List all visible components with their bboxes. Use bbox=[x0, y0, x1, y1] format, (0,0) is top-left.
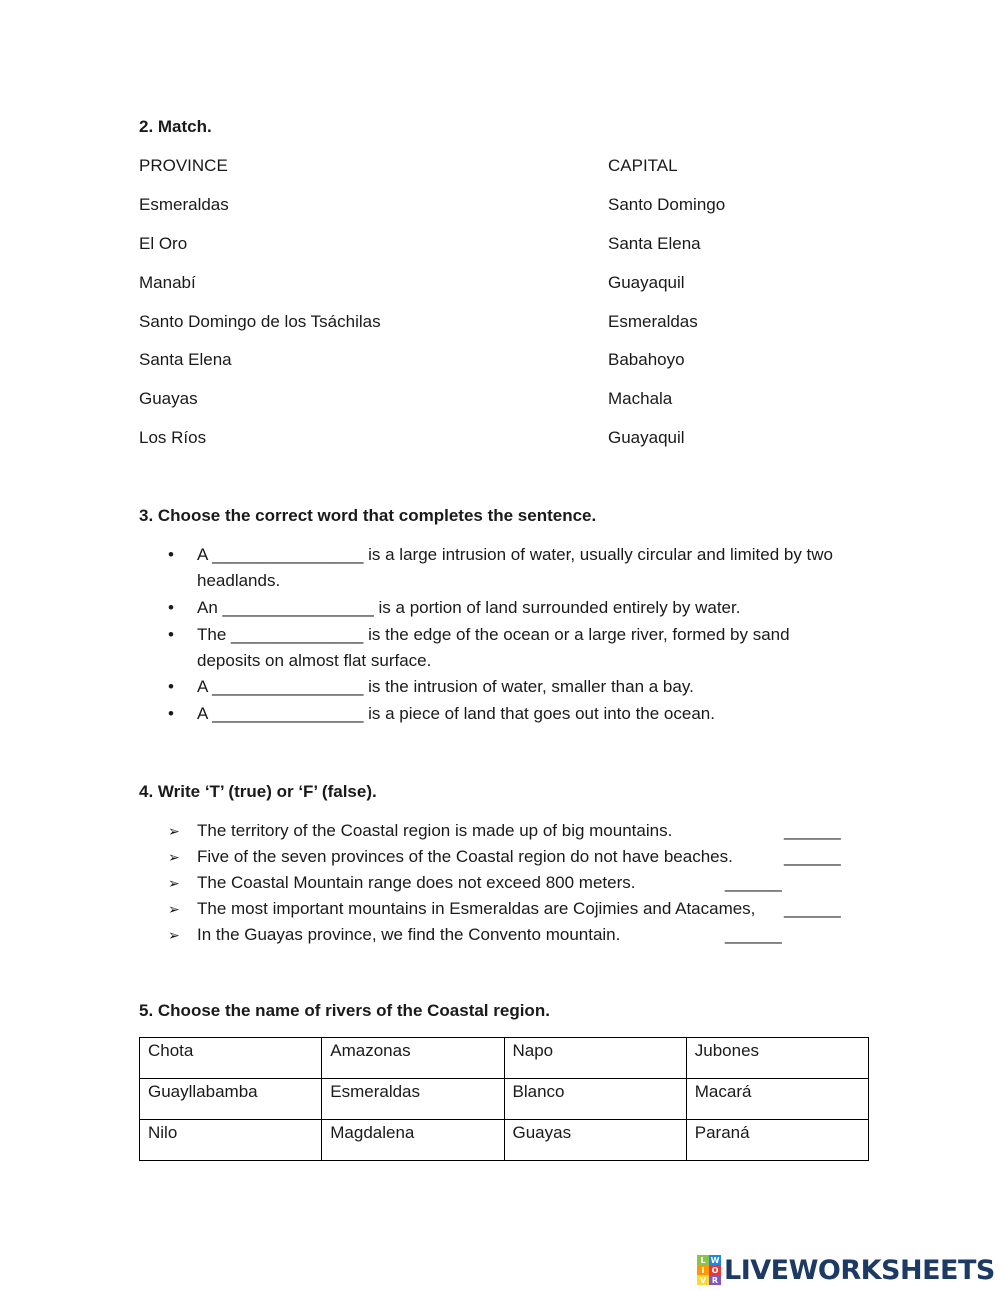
fill-in-sentence: The ______________ is the edge of the ocean or a large river, formed by sand deposits on almost flat surface. bbox=[197, 625, 790, 670]
section-5-title: 5. Choose the name of rivers of the Coastal region. bbox=[139, 1001, 550, 1020]
capital-name: Esmeraldas bbox=[608, 312, 698, 331]
province-column-header: PROVINCE bbox=[139, 156, 228, 175]
logo-tile: R bbox=[709, 1275, 721, 1285]
section-2-title: 2. Match. bbox=[139, 117, 212, 136]
match-row bbox=[139, 234, 859, 258]
river-option[interactable]: Blanco bbox=[504, 1079, 686, 1120]
capital-name: Santo Domingo bbox=[608, 195, 726, 214]
match-row bbox=[139, 389, 859, 413]
match-row bbox=[139, 350, 859, 374]
true-false-statement: In the Guayas province, we find the Convento mountain. bbox=[197, 925, 621, 944]
rivers-table bbox=[139, 1037, 869, 1161]
province-name: Esmeraldas bbox=[139, 195, 229, 214]
province-name: El Oro bbox=[139, 234, 188, 253]
river-option[interactable]: Guayas bbox=[504, 1120, 686, 1161]
province-name: Santa Elena bbox=[139, 350, 232, 369]
logo-text: LIVEWORKSHEETS bbox=[724, 1254, 995, 1286]
capital-column-header: CAPITAL bbox=[608, 156, 678, 175]
match-row bbox=[139, 312, 859, 336]
arrow-bullet-icon: ➢ bbox=[168, 849, 180, 865]
bullet-icon: • bbox=[168, 545, 174, 564]
river-option[interactable]: Napo bbox=[504, 1038, 686, 1079]
bullet-icon: • bbox=[168, 625, 174, 644]
table-row bbox=[140, 1120, 869, 1161]
fill-in-sentence: An ________________ is a portion of land surrounded entirely by water. bbox=[197, 598, 741, 617]
bullet-icon: • bbox=[168, 677, 174, 696]
arrow-bullet-icon: ➢ bbox=[168, 823, 180, 839]
match-row bbox=[139, 195, 859, 219]
capital-name: Babahoyo bbox=[608, 350, 685, 369]
province-name: Manabí bbox=[139, 273, 196, 292]
capital-name: Machala bbox=[608, 389, 673, 408]
answer-blank[interactable]: ______ bbox=[784, 899, 841, 918]
logo-tile: I bbox=[697, 1265, 709, 1275]
true-false-statement: Five of the seven provinces of the Coastal region do not have beaches. bbox=[197, 847, 733, 866]
river-option[interactable]: Esmeraldas bbox=[322, 1079, 504, 1120]
true-false-statement: The most important mountains in Esmeraldas are Cojimies and Atacames, bbox=[197, 899, 756, 918]
province-name: Los Ríos bbox=[139, 428, 207, 447]
match-row bbox=[139, 428, 859, 452]
river-option[interactable]: Guayllabamba bbox=[140, 1079, 322, 1120]
bullet-icon: • bbox=[168, 598, 174, 617]
answer-blank[interactable]: ______ bbox=[784, 821, 841, 840]
answer-blank[interactable]: ______ bbox=[725, 873, 782, 892]
answer-blank[interactable]: ______ bbox=[784, 847, 841, 866]
province-name: Santo Domingo de los Tsáchilas bbox=[139, 312, 381, 331]
answer-blank[interactable]: ______ bbox=[725, 925, 782, 944]
table-row bbox=[140, 1038, 869, 1079]
liveworksheets-logo bbox=[697, 1253, 995, 1287]
river-option[interactable]: Jubones bbox=[686, 1038, 868, 1079]
river-option[interactable]: Macará bbox=[686, 1079, 868, 1120]
river-option[interactable]: Nilo bbox=[140, 1120, 322, 1161]
river-option[interactable]: Magdalena bbox=[322, 1120, 504, 1161]
province-name: Guayas bbox=[139, 389, 198, 408]
section-3-title: 3. Choose the correct word that completes the sentence. bbox=[139, 506, 597, 525]
river-option[interactable]: Amazonas bbox=[322, 1038, 504, 1079]
logo-tile: L bbox=[697, 1255, 709, 1265]
logo-tile: O bbox=[709, 1265, 721, 1275]
logo-tile: W bbox=[710, 1255, 720, 1265]
liveworksheets-logo-icon bbox=[697, 1255, 721, 1285]
logo-tile: V bbox=[697, 1275, 709, 1285]
capital-name: Guayaquil bbox=[608, 273, 685, 292]
table-row bbox=[140, 1079, 869, 1120]
fill-in-sentence: A ________________ is a large intrusion of water, usually circular and limited by two headlands. bbox=[197, 545, 833, 590]
river-option[interactable]: Paraná bbox=[686, 1120, 868, 1161]
bullet-icon: • bbox=[168, 704, 174, 723]
arrow-bullet-icon: ➢ bbox=[168, 901, 180, 917]
match-header bbox=[139, 156, 859, 180]
capital-name: Santa Elena bbox=[608, 234, 701, 253]
section-4-title: 4. Write ‘T’ (true) or ‘F’ (false). bbox=[139, 782, 377, 801]
fill-in-sentence: A ________________ is the intrusion of water, smaller than a bay. bbox=[197, 677, 694, 696]
fill-in-sentence: A ________________ is a piece of land that goes out into the ocean. bbox=[197, 704, 715, 723]
true-false-statement: The Coastal Mountain range does not exceed 800 meters. bbox=[197, 873, 636, 892]
arrow-bullet-icon: ➢ bbox=[168, 927, 180, 943]
capital-name: Guayaquil bbox=[608, 428, 685, 447]
match-row bbox=[139, 273, 859, 297]
true-false-statement: The territory of the Coastal region is made up of big mountains. bbox=[197, 821, 673, 840]
arrow-bullet-icon: ➢ bbox=[168, 875, 180, 891]
river-option[interactable]: Chota bbox=[140, 1038, 322, 1079]
